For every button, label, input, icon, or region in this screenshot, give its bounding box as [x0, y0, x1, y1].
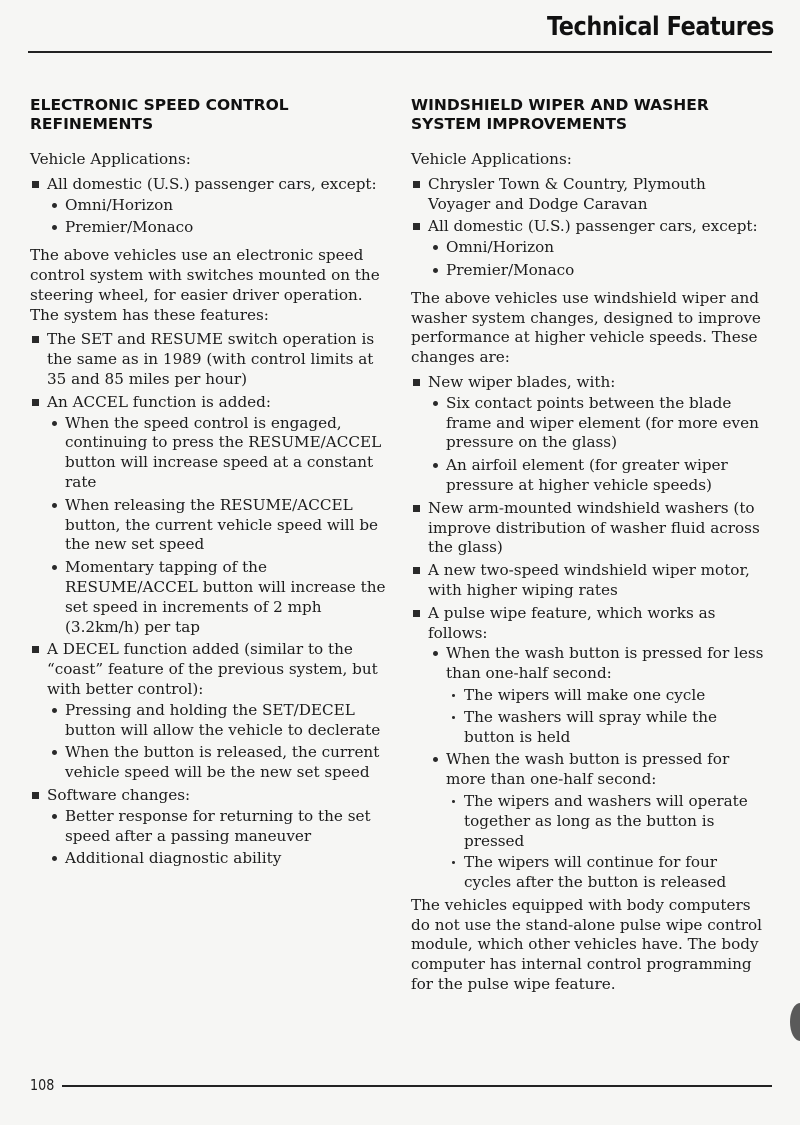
intro-paragraph: The above vehicles use an electronic speed control system with switches mounted on the steering wheel, for easier driver operation. The system has these features:: [30, 246, 380, 324]
list-item-text: A new two-speed windshield wiper motor, with higher wiping rates: [428, 561, 750, 599]
sub-list-item: Additional diagnostic ability: [47, 849, 396, 869]
vehicle-applications-label: Vehicle Applications:: [411, 150, 572, 168]
sub-list-item-text: When the wash button is pressed for less than one-half second:: [446, 644, 764, 683]
vehicle-applications-label: Vehicle Applications:: [30, 150, 191, 168]
list-item: [411, 373, 767, 496]
sub-list-item: Momentary tapping of the RESUME/ACCEL button will increase the set speed in increments of 2 mph (3.2km/h) per tap: [47, 558, 396, 637]
list-item-text: A DECEL function added (similar to the “coast” feature of the previous system, but with better control):: [47, 640, 378, 698]
list-item-text: The SET and RESUME switch operation is the same as in 1989 (with control limits at 35 and 85 miles per hour): [47, 330, 375, 388]
sub-list-item: When the speed control is engaged, continuing to press the RESUME/ACCEL button will increase speed at a constant rate: [47, 414, 396, 493]
page-header-title: Technical Features: [547, 12, 774, 42]
list-item: [411, 604, 767, 893]
sub-list-item: Premier/Monaco: [47, 218, 396, 238]
list-item: [30, 786, 396, 869]
sub-list-item: An airfoil element (for greater wiper pressure at higher vehicle speeds): [428, 456, 767, 496]
intro-paragraph: The above vehicles use windshield wiper and washer system changes, designed to improve performance at higher vehicle speeds. These changes are:: [411, 288, 761, 367]
page-number: 108: [30, 1076, 55, 1094]
list-item-text: A pulse wipe feature, which works as follows:: [428, 603, 716, 642]
sub-sub-list: [446, 686, 767, 747]
list-item-text: New wiper blades, with:: [428, 372, 616, 391]
left-column: [30, 96, 396, 872]
sub-list-item: Six contact points between the blade frame and wiper element (for more even pressure on the glass): [428, 394, 767, 453]
list-item: [411, 499, 767, 558]
list-item: [30, 330, 396, 389]
list-item-text: All domestic (U.S.) passenger cars, except:: [47, 174, 377, 193]
sub-list-item: Pressing and holding the SET/DECEL button will allow the vehicle to declerate: [47, 701, 396, 741]
sub-list-item: When the button is released, the current vehicle speed will be the new set speed: [47, 743, 396, 783]
sub-list: [428, 644, 767, 893]
sub-list: [47, 701, 396, 783]
changes-list: [411, 373, 767, 893]
applications-list: [411, 175, 767, 281]
list-item: [411, 217, 767, 280]
list-item: [411, 561, 767, 601]
sub-list: [47, 196, 396, 239]
list-item: [30, 175, 396, 238]
footer-divider: [62, 1085, 772, 1087]
sub-list: [47, 807, 396, 869]
sub-list-item: Omni/Horizon: [428, 238, 767, 258]
right-column: [411, 96, 767, 995]
sub-list: [47, 414, 396, 638]
features-list: [30, 330, 396, 869]
sub-list-item: [428, 644, 767, 747]
list-item-text: Chrysler Town & Country, Plymouth Voyager and Dodge Caravan: [428, 174, 706, 213]
list-item-text: Software changes:: [47, 785, 191, 804]
sub-sub-list: [446, 792, 767, 893]
applications-list: [30, 175, 396, 238]
sub-list-item: When releasing the RESUME/ACCEL button, the current vehicle speed will be the new set speed: [47, 496, 396, 555]
section-title-wiper-washer: WINDSHIELD WIPER AND WASHER SYSTEM IMPROVEMENTS: [411, 96, 709, 133]
page-edge-tab: [790, 1003, 800, 1041]
closing-paragraph: The vehicles equipped with body computers do not use the stand-alone pulse wipe control module, which other vehicles have. The body computer has internal control programming for the pulse wipe feature.: [411, 895, 763, 994]
sub-list-item: Better response for returning to the set speed after a passing maneuver: [47, 807, 396, 847]
list-item: [30, 393, 396, 638]
sub-list-item: Premier/Monaco: [428, 261, 767, 281]
section-title-speed-control: ELECTRONIC SPEED CONTROL REFINEMENTS: [30, 96, 289, 133]
sub-list: [428, 394, 767, 496]
sub-list-item-text: When the wash button is pressed for more than one-half second:: [446, 750, 730, 789]
sub-sub-list-item: The wipers and washers will operate together as long as the button is pressed: [446, 792, 767, 851]
header-divider: [28, 51, 772, 53]
list-item: [411, 175, 767, 215]
sub-sub-list-item: The washers will spray while the button is held: [446, 708, 767, 748]
sub-list-item: [428, 750, 767, 893]
list-item-text: An ACCEL function is added:: [47, 392, 271, 411]
list-item-text: All domestic (U.S.) passenger cars, except:: [428, 217, 758, 236]
list-item-text: New arm-mounted windshield washers (to improve distribution of washer fluid across the glass): [428, 498, 760, 557]
list-item: [30, 640, 396, 783]
sub-sub-list-item: The wipers will continue for four cycles after the button is released: [446, 853, 767, 893]
sub-list-item: Omni/Horizon: [47, 196, 396, 216]
sub-sub-list-item: The wipers will make one cycle: [446, 686, 767, 706]
sub-list: [428, 238, 767, 281]
